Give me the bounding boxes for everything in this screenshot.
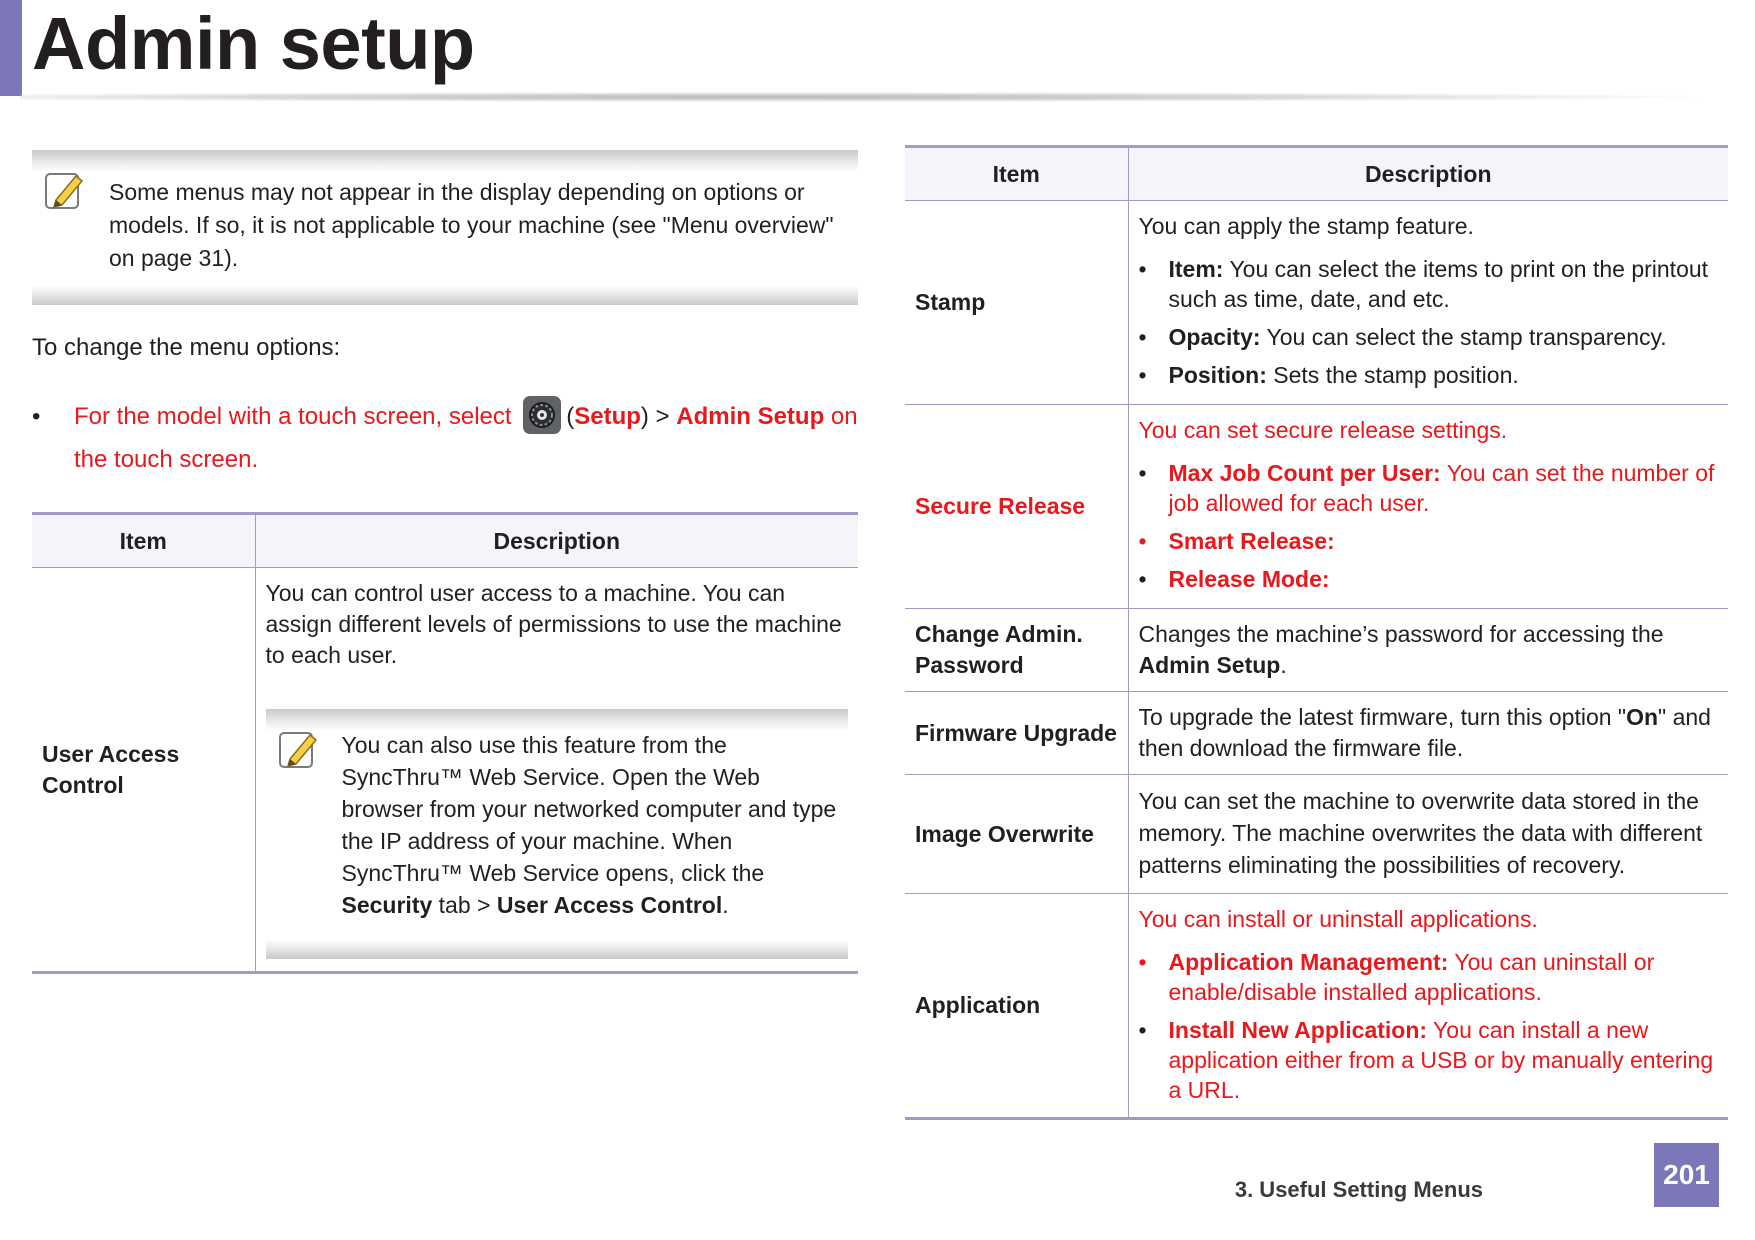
table-row — [905, 775, 1728, 894]
inner-note-mid: tab > — [438, 892, 491, 918]
col-header-description: Description — [1128, 147, 1728, 201]
list-item: • Max Job Count per User: You can set the number of job allowed for each user. — [1138, 460, 1715, 516]
table-row — [905, 405, 1728, 609]
setup-paren-open: ( — [566, 403, 575, 430]
header-accent-bar — [0, 0, 22, 96]
table-header-row — [905, 147, 1728, 201]
row-item-firmware: Firmware Upgrade — [905, 692, 1128, 775]
instruction-prefix: For the model with a touch screen, select — [74, 403, 512, 430]
note-band-bottom — [266, 939, 848, 959]
row-desc-user-access — [255, 568, 858, 973]
instruction-suffix: on the touch screen. — [74, 403, 858, 473]
row-item-change-password: Change Admin. Password — [905, 609, 1128, 692]
inner-note-text — [342, 729, 846, 921]
stamp-item-label: Item: — [1168, 256, 1224, 282]
uac-label: User Access Control — [496, 892, 723, 918]
bullet: • — [32, 403, 41, 430]
row-desc-application — [1128, 894, 1728, 1119]
note-band-top — [32, 150, 858, 172]
page-title: Admin setup — [32, 2, 475, 85]
security-label: Security — [341, 892, 433, 918]
app-management-label: Application Management: — [1168, 949, 1449, 975]
firmware-on: On — [1626, 704, 1659, 730]
table-row — [905, 201, 1728, 405]
title-divider — [20, 92, 1700, 102]
col-header-item: Item — [32, 514, 255, 568]
password-end: . — [1280, 652, 1287, 678]
stamp-opacity-text: You can select the stamp transparency. — [1266, 324, 1667, 350]
note-box — [32, 150, 858, 305]
release-mode-label: Release Mode: — [1168, 566, 1330, 592]
stamp-item-text: You can select the items to print on the printout such as time, date, and etc. — [1168, 256, 1709, 312]
firmware-text-2: " and then download the firmware file. — [1138, 704, 1711, 761]
row-desc-secure-release — [1128, 405, 1728, 609]
table-header-row — [32, 514, 858, 568]
app-management-text: You can uninstall or enable/disable installed applications. — [1168, 949, 1655, 1005]
install-app-label: Install New Application: — [1168, 1017, 1428, 1043]
pencil-note-icon — [44, 170, 86, 212]
list-item: • Install New Application: You can install a new application either from a USB or by manually entering a URL. — [1138, 1017, 1714, 1103]
firmware-text-1: To upgrade the latest firmware, turn this option " — [1138, 704, 1627, 730]
max-job-text: You can set the number of job allowed for each user. — [1168, 460, 1715, 516]
setup-gear-icon — [522, 395, 562, 435]
note-text: Some menus may not appear in the display depending on options or models. If so, it is not applicable to your machine (see "Menu overview" on page 31). — [109, 179, 834, 271]
row-desc-stamp — [1128, 201, 1728, 405]
col-header-description: Description — [255, 514, 858, 568]
smart-release-label: Smart Release: — [1168, 528, 1335, 554]
inner-note-box — [266, 709, 848, 959]
secure-intro: You can set secure release settings. — [1138, 417, 1508, 443]
col-header-item: Item — [905, 147, 1128, 201]
note-band-top — [266, 709, 848, 731]
row-item-secure-release: Secure Release — [905, 405, 1128, 609]
footer-section-label: 3. Useful Setting Menus — [1234, 1177, 1483, 1202]
list-item: • Application Management: You can uninstall or enable/disable installed applications. — [1138, 949, 1655, 1005]
list-item: • Opacity: You can select the stamp transparency. — [1138, 324, 1667, 350]
row-desc-image-overwrite: You can set the machine to overwrite data stored in the memory. The machine overwrites the data with different patterns eliminating the possibilities of recovery. — [1128, 775, 1728, 894]
table-row — [905, 609, 1728, 692]
list-item: • Smart Release: — [1138, 528, 1335, 554]
row-item-user-access: User Access Control — [32, 568, 255, 973]
max-job-label: Max Job Count per User: — [1168, 460, 1441, 486]
stamp-intro: You can apply the stamp feature. — [1138, 213, 1474, 239]
setup-label: Setup — [574, 403, 641, 430]
list-item: • Position: Sets the stamp position. — [1138, 362, 1519, 388]
password-admin-setup: Admin Setup — [1138, 652, 1281, 678]
setup-paren-close: ) > — [640, 403, 670, 430]
list-item: • Item: You can select the items to print on the printout such as time, date, and etc. — [1138, 256, 1709, 312]
stamp-opacity-label: Opacity: — [1168, 324, 1261, 350]
instruction-text — [74, 395, 864, 481]
intro-text: To change the menu options: — [32, 334, 341, 361]
admin-setup-label: Admin Setup — [676, 403, 825, 430]
row-item-stamp: Stamp — [905, 201, 1128, 405]
row-desc-firmware — [1128, 692, 1728, 775]
left-spec-table — [32, 512, 858, 974]
application-intro: You can install or uninstall applications. — [1138, 906, 1538, 932]
page-number: 201 — [1654, 1143, 1719, 1207]
user-access-text: You can control user access to a machine. You can assign different levels of permissions to use the machine to each user. — [265, 580, 842, 668]
list-item: • Release Mode: — [1138, 566, 1330, 592]
password-text: Changes the machine’s password for accessing the — [1138, 621, 1664, 647]
row-desc-change-password — [1128, 609, 1728, 692]
row-item-application: Application — [905, 894, 1128, 1119]
note-band-bottom — [32, 285, 858, 305]
inner-note-end: . — [722, 892, 729, 918]
stamp-position-label: Position: — [1168, 362, 1267, 388]
table-row — [905, 894, 1728, 1119]
table-row — [32, 568, 858, 973]
pencil-note-icon — [278, 729, 320, 771]
stamp-position-text: Sets the stamp position. — [1273, 362, 1519, 388]
inner-note-text-1: You can also use this feature from the SyncThru™ Web Service. Open the Web browser from your networked computer and type the IP address of your machine. When SyncThru™ Web Service opens, click the — [341, 732, 837, 886]
table-row — [905, 692, 1728, 775]
install-app-text: You can install a new application either from a USB or by manually entering a URL. — [1168, 1017, 1714, 1103]
right-spec-table — [905, 145, 1728, 1120]
row-item-image-overwrite: Image Overwrite — [905, 775, 1128, 894]
